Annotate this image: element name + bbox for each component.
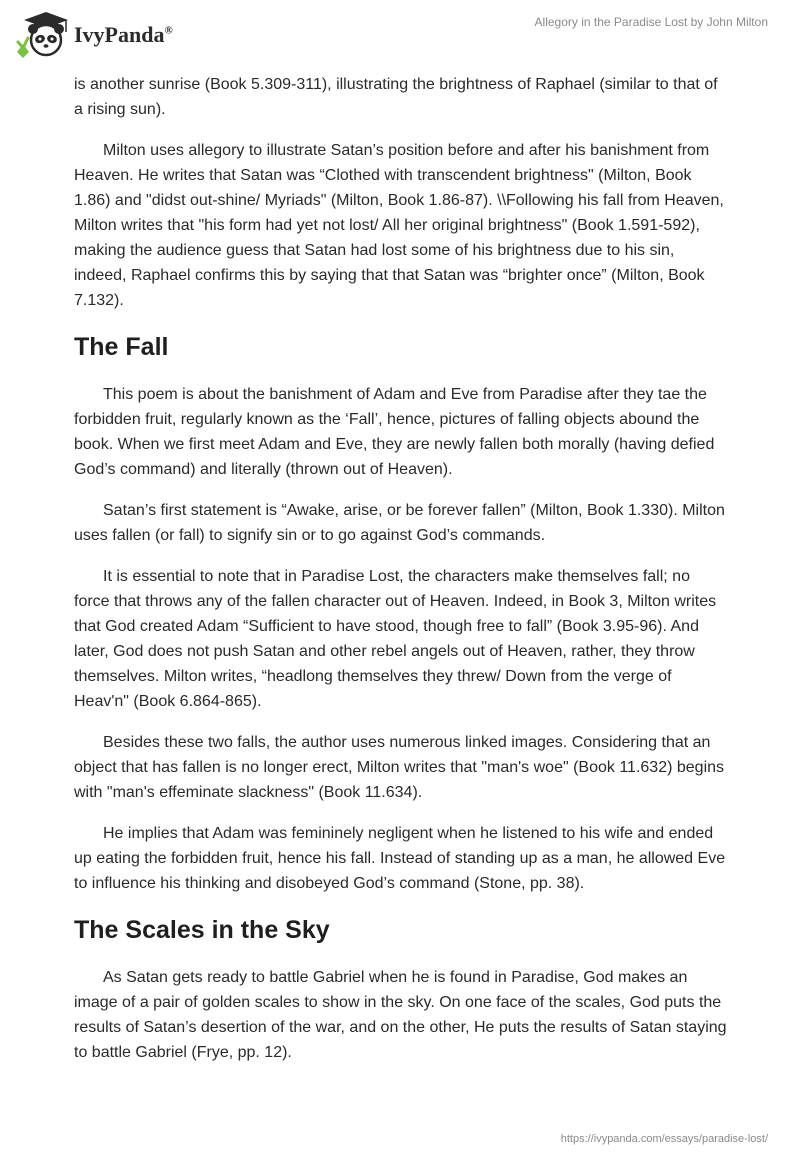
paragraph: Satan’s first statement is “Awake, arise, or be forever fallen” (Milton, Book 1.330). Milton uses fallen (or fall) to signify sin or to go against God’s commands. <box>74 502 725 544</box>
panda-graduate-icon <box>14 8 72 60</box>
paragraph: As Satan gets ready to battle Gabriel when he is found in Paradise, God makes an image of a pair of golden scales to show in the sky. On one face of the scales, God puts the results of Satan’s desertion of the war, and on the other, He puts the results of Satan staying to battle Gabriel (Frye, pp. 12). <box>74 969 727 1061</box>
ivypanda-logo[interactable] <box>14 8 173 60</box>
section-heading-scales-in-the-sky: The Scales in the Sky <box>74 916 330 944</box>
paragraph: He implies that Adam was femininely negligent when he listened to his wife and ended up eating the forbidden fruit, hence his fall. Instead of standing up as a man, he allowed Eve to influence his thinking and disobeyed God’s command (Stone, pp. 38). <box>74 825 726 892</box>
brand-name: IvyPanda® <box>74 22 173 47</box>
paragraph: It is essential to note that in Paradise Lost, the characters make themselves fall; no force that throws any of the fallen character out of Heaven. Indeed, in Book 3, Milton writes that God created Adam “Sufficient to have stood, though free to fall” (Book 3.95-96). And later, God does not push Satan and other rebel angels out of Heaven, rather, they throw themselves. Milton writes, “headlong themselves they threw/ Down from the verge of Heav'n" (Book 6.864-865). <box>74 568 717 710</box>
paragraph: Besides these two falls, the author uses numerous linked images. Considering that an object that has fallen is no longer erect, Milton writes that "man's woe" (Book 11.632) begins with "man's effeminate slackness" (Book 11.634). <box>74 734 725 801</box>
source-url[interactable]: https://ivypanda.com/essays/paradise-lost/ <box>560 1133 768 1145</box>
paragraph: This poem is about the banishment of Adam and Eve from Paradise after they tae the forbidden fruit, regularly known as the ‘Fall’, hence, pictures of falling objects abound the book. When we first meet Adam and Eve, they are newly fallen both morally (having defied God’s command) and literally (thrown out of Heaven). <box>74 386 715 478</box>
paragraph: is another sunrise (Book 5.309-311), illustrating the brightness of Raphael (similar to that of a rising sun). <box>74 76 718 118</box>
document-title: Allegory in the Paradise Lost by John Milton <box>534 15 768 29</box>
page-header <box>0 0 800 72</box>
section-heading-the-fall: The Fall <box>74 333 169 361</box>
essay-content <box>74 72 728 1065</box>
paragraph: Milton uses allegory to illustrate Satan’s position before and after his banishment from Heaven. He writes that Satan was “Clothed with transcendent brightness" (Milton, Book 1.86) and "didst out-shine/ Myriads" (Milton, Book 1.86-87). \\Following his fall from Heaven, Milton writes that "his form had yet not lost/ All her original brightness" (Book 1.591-592), making the audience guess that Satan had lost some of his brightness due to his sin, indeed, Raphael confirms this by saying that that Satan was “brighter once” (Milton, Book 7.132). <box>74 142 724 309</box>
